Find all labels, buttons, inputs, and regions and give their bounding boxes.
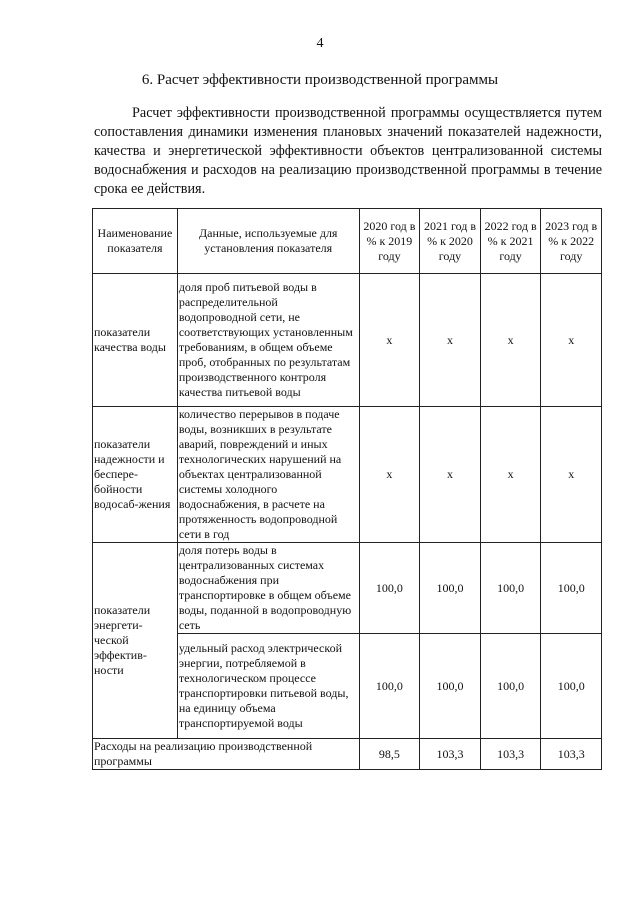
table-header-row [93,209,602,274]
page-number: 4 [316,36,324,51]
table-cell: x [480,407,541,543]
table-cell: x [541,407,602,543]
table-row [93,739,602,770]
table-cell: 103,3 [420,739,481,770]
header-year-2022: 2022 год в % к 2021 году [480,209,541,274]
table-cell: 98,5 [359,739,420,770]
table-cell: 103,3 [480,739,541,770]
row-description: доля потерь воды в централизованных системах водоснабжения при транспортировке в общем объеме воды, поданной в водопроводную сеть [177,543,359,634]
table-cell: 100,0 [541,543,602,634]
table-cell: 100,0 [541,634,602,739]
row-description: удельный расход электрической энергии, потребляемой в технологическом процессе транспортировки питьевой воды, на единицу объема транспортируемой воды [177,634,359,739]
table-cell: 103,3 [541,739,602,770]
row-description: количество перерывов в подаче воды, возникших в результате аварий, повреждений и иных технологических нарушений на объектах централизованной системы холодного водоснабжения, в расчете на протяженность водопроводной сети в год [177,407,359,543]
header-name: Наименование показателя [93,209,178,274]
table-row [93,274,602,407]
header-year-2021: 2021 год в % к 2020 году [420,209,481,274]
table-cell: 100,0 [480,543,541,634]
row-description: доля проб питьевой воды в распределительной водопроводной сети, не соответствующих установленным требованиям, в общем объеме проб, отобранных по результатам производственного контроля качества питьевой воды [177,274,359,407]
table-cell: x [420,274,481,407]
intro-paragraph: Расчет эффективности производственной программы осуществляется путем сопоставления динамики изменения плановых значений показателей надежности, качества и энергетической эффективности объектов централизованной системы водоснабжения и расходов на реализацию производственной программы в течение срока ее действия. [94,105,602,197]
table-row [93,543,602,634]
expenses-label: Расходы на реализацию производственной программы [93,739,360,770]
group-energy: показатели энергети-ческой эффектив-ности [93,543,178,739]
table-cell: 100,0 [359,634,420,739]
table-row [93,407,602,543]
table-cell: x [541,274,602,407]
table-cell: x [420,407,481,543]
table-cell: 100,0 [420,634,481,739]
table-cell: x [359,274,420,407]
table-cell: 100,0 [480,634,541,739]
header-data: Данные, используемые для установления показателя [177,209,359,274]
table-cell: 100,0 [359,543,420,634]
table-cell: x [480,274,541,407]
group-reliability: показатели надежности и беспере-бойности водосаб-жения [93,407,178,543]
table-cell: 100,0 [420,543,481,634]
table-cell: x [359,407,420,543]
section-heading: 6. Расчет эффективности производственной программы [141,72,499,88]
header-year-2020: 2020 год в % к 2019 году [359,209,420,274]
group-quality: показатели качества воды [93,274,178,407]
efficiency-table [92,208,602,770]
header-year-2023: 2023 год в % к 2022 году [541,209,602,274]
